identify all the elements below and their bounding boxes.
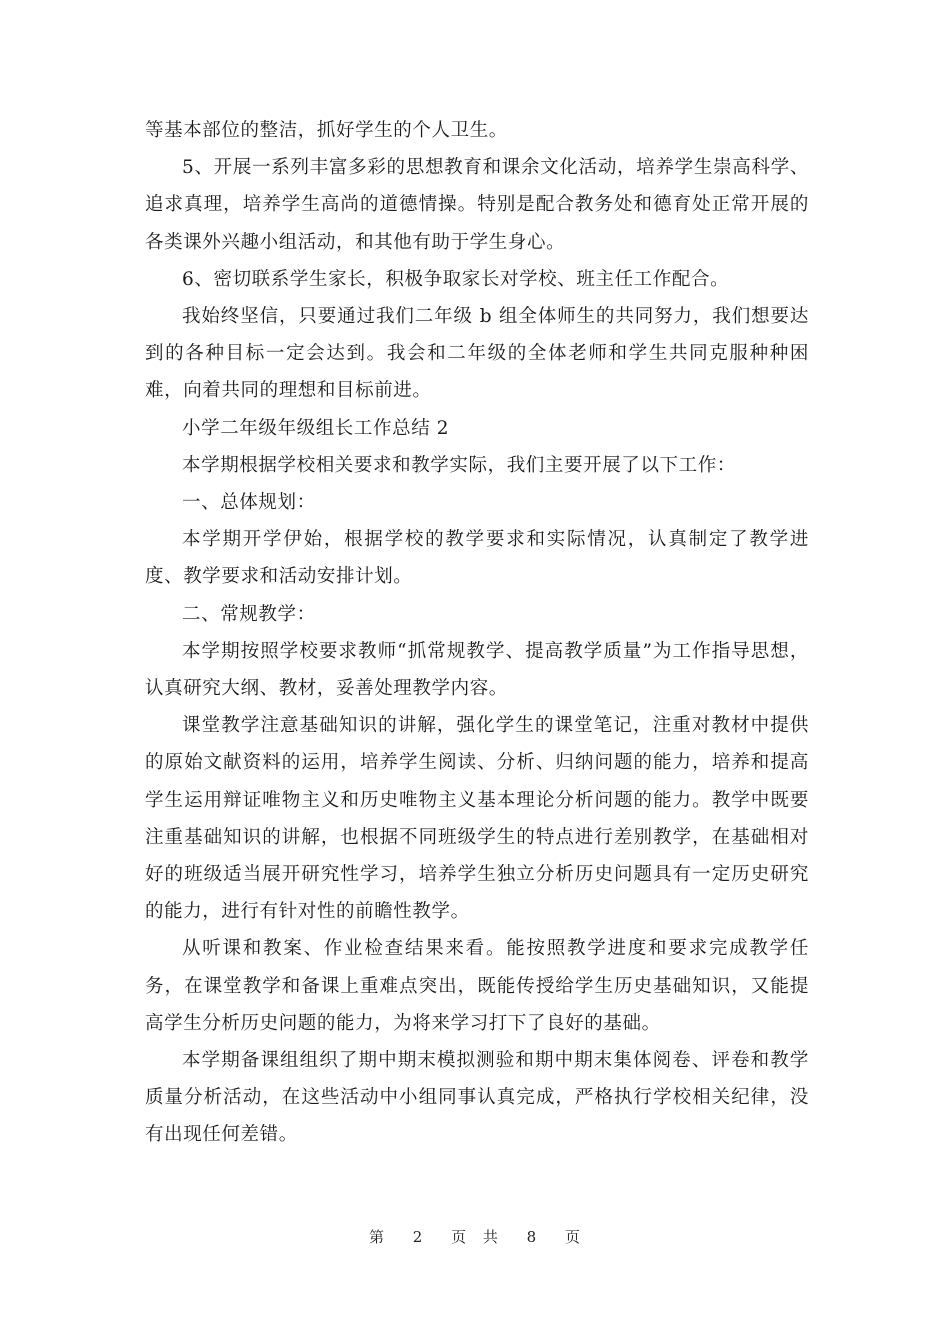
paragraph: 本学期开学伊始，根据学校的教学要求和实际情况，认真制定了教学进度、教学要求和活动安排计划。 [145, 529, 809, 588]
section-heading: 二、常规教学： [182, 603, 316, 625]
page-footer [0, 1226, 950, 1247]
total-page-count: 8 [526, 1228, 538, 1246]
paragraph: 等基本部位的整洁，抓好学生的个人卫生。 [145, 120, 508, 141]
footer-suffix: 页 [565, 1228, 582, 1246]
paragraph: 6、密切联系学生家长，积极争取家长对学校、班主任工作配合。 [182, 268, 730, 290]
paragraph: 本学期按照学校要求教师“抓常规教学、提高教学质量”为工作指导思想，认真研究大纲、教材，妥善处理教学内容。 [145, 640, 809, 700]
paragraph: 我始终坚信，只要通过我们二年级 b 组全体师生的共同努力，我们想要达到的各种目标一定会达到。我会和二年级的全体老师和学生共同克服种种困难，向着共同的理想和目标前进。 [145, 306, 809, 402]
section-heading: 一、总体规划： [182, 492, 316, 514]
paragraph: 从听课和教案、作业检查结果来看。能按照教学进度和要求完成教学任务，在课堂教学和备课上重难点突出，既能传授给学生历史基础知识，又能提高学生分析历史问题的能力，为将来学习打下了良好的基础。 [145, 938, 809, 1034]
paragraph: 课堂教学注意基础知识的讲解，强化学生的课堂笔记，注重对教材中提供的原始文献资料的运用，培养学生阅读、分析、归纳问题的能力，培养和提高学生运用辩证唯物主义和历史唯物主义基本理论分析问题的能力。教学中既要注重基础知识的讲解，也根据不同班级学生的特点进行差别教学，在基础相对好的班级适当展开研究性学习，培养学生独立分析历史问题具有一定历史研究的能力，进行有针对性的前瞻性教学。 [145, 715, 809, 923]
footer-middle: 页 共 [451, 1228, 499, 1246]
document-body [145, 112, 809, 1154]
paragraph: 本学期备课组组织了期中期末模拟测验和期中期末集体阅卷、评卷和教学质量分析活动，在这些活动中小组同事认真完成，严格执行学校相关纪律，没有出现任何差错。 [145, 1050, 809, 1146]
footer-prefix: 第 [368, 1228, 385, 1246]
section-title: 小学二年级年级组长工作总结 2 [182, 417, 450, 439]
paragraph: 5、开展一系列丰富多彩的思想教育和课余文化活动，培养学生崇高科学、追求真理，培养学生高尚的道德情操。特别是配合教务处和德育处正常开展的各类课外兴趣小组活动，和其他有助于学生身心。 [145, 157, 809, 253]
paragraph: 本学期根据学校相关要求和教学实际，我们主要开展了以下工作： [182, 454, 736, 476]
current-page-number: 2 [412, 1228, 424, 1246]
